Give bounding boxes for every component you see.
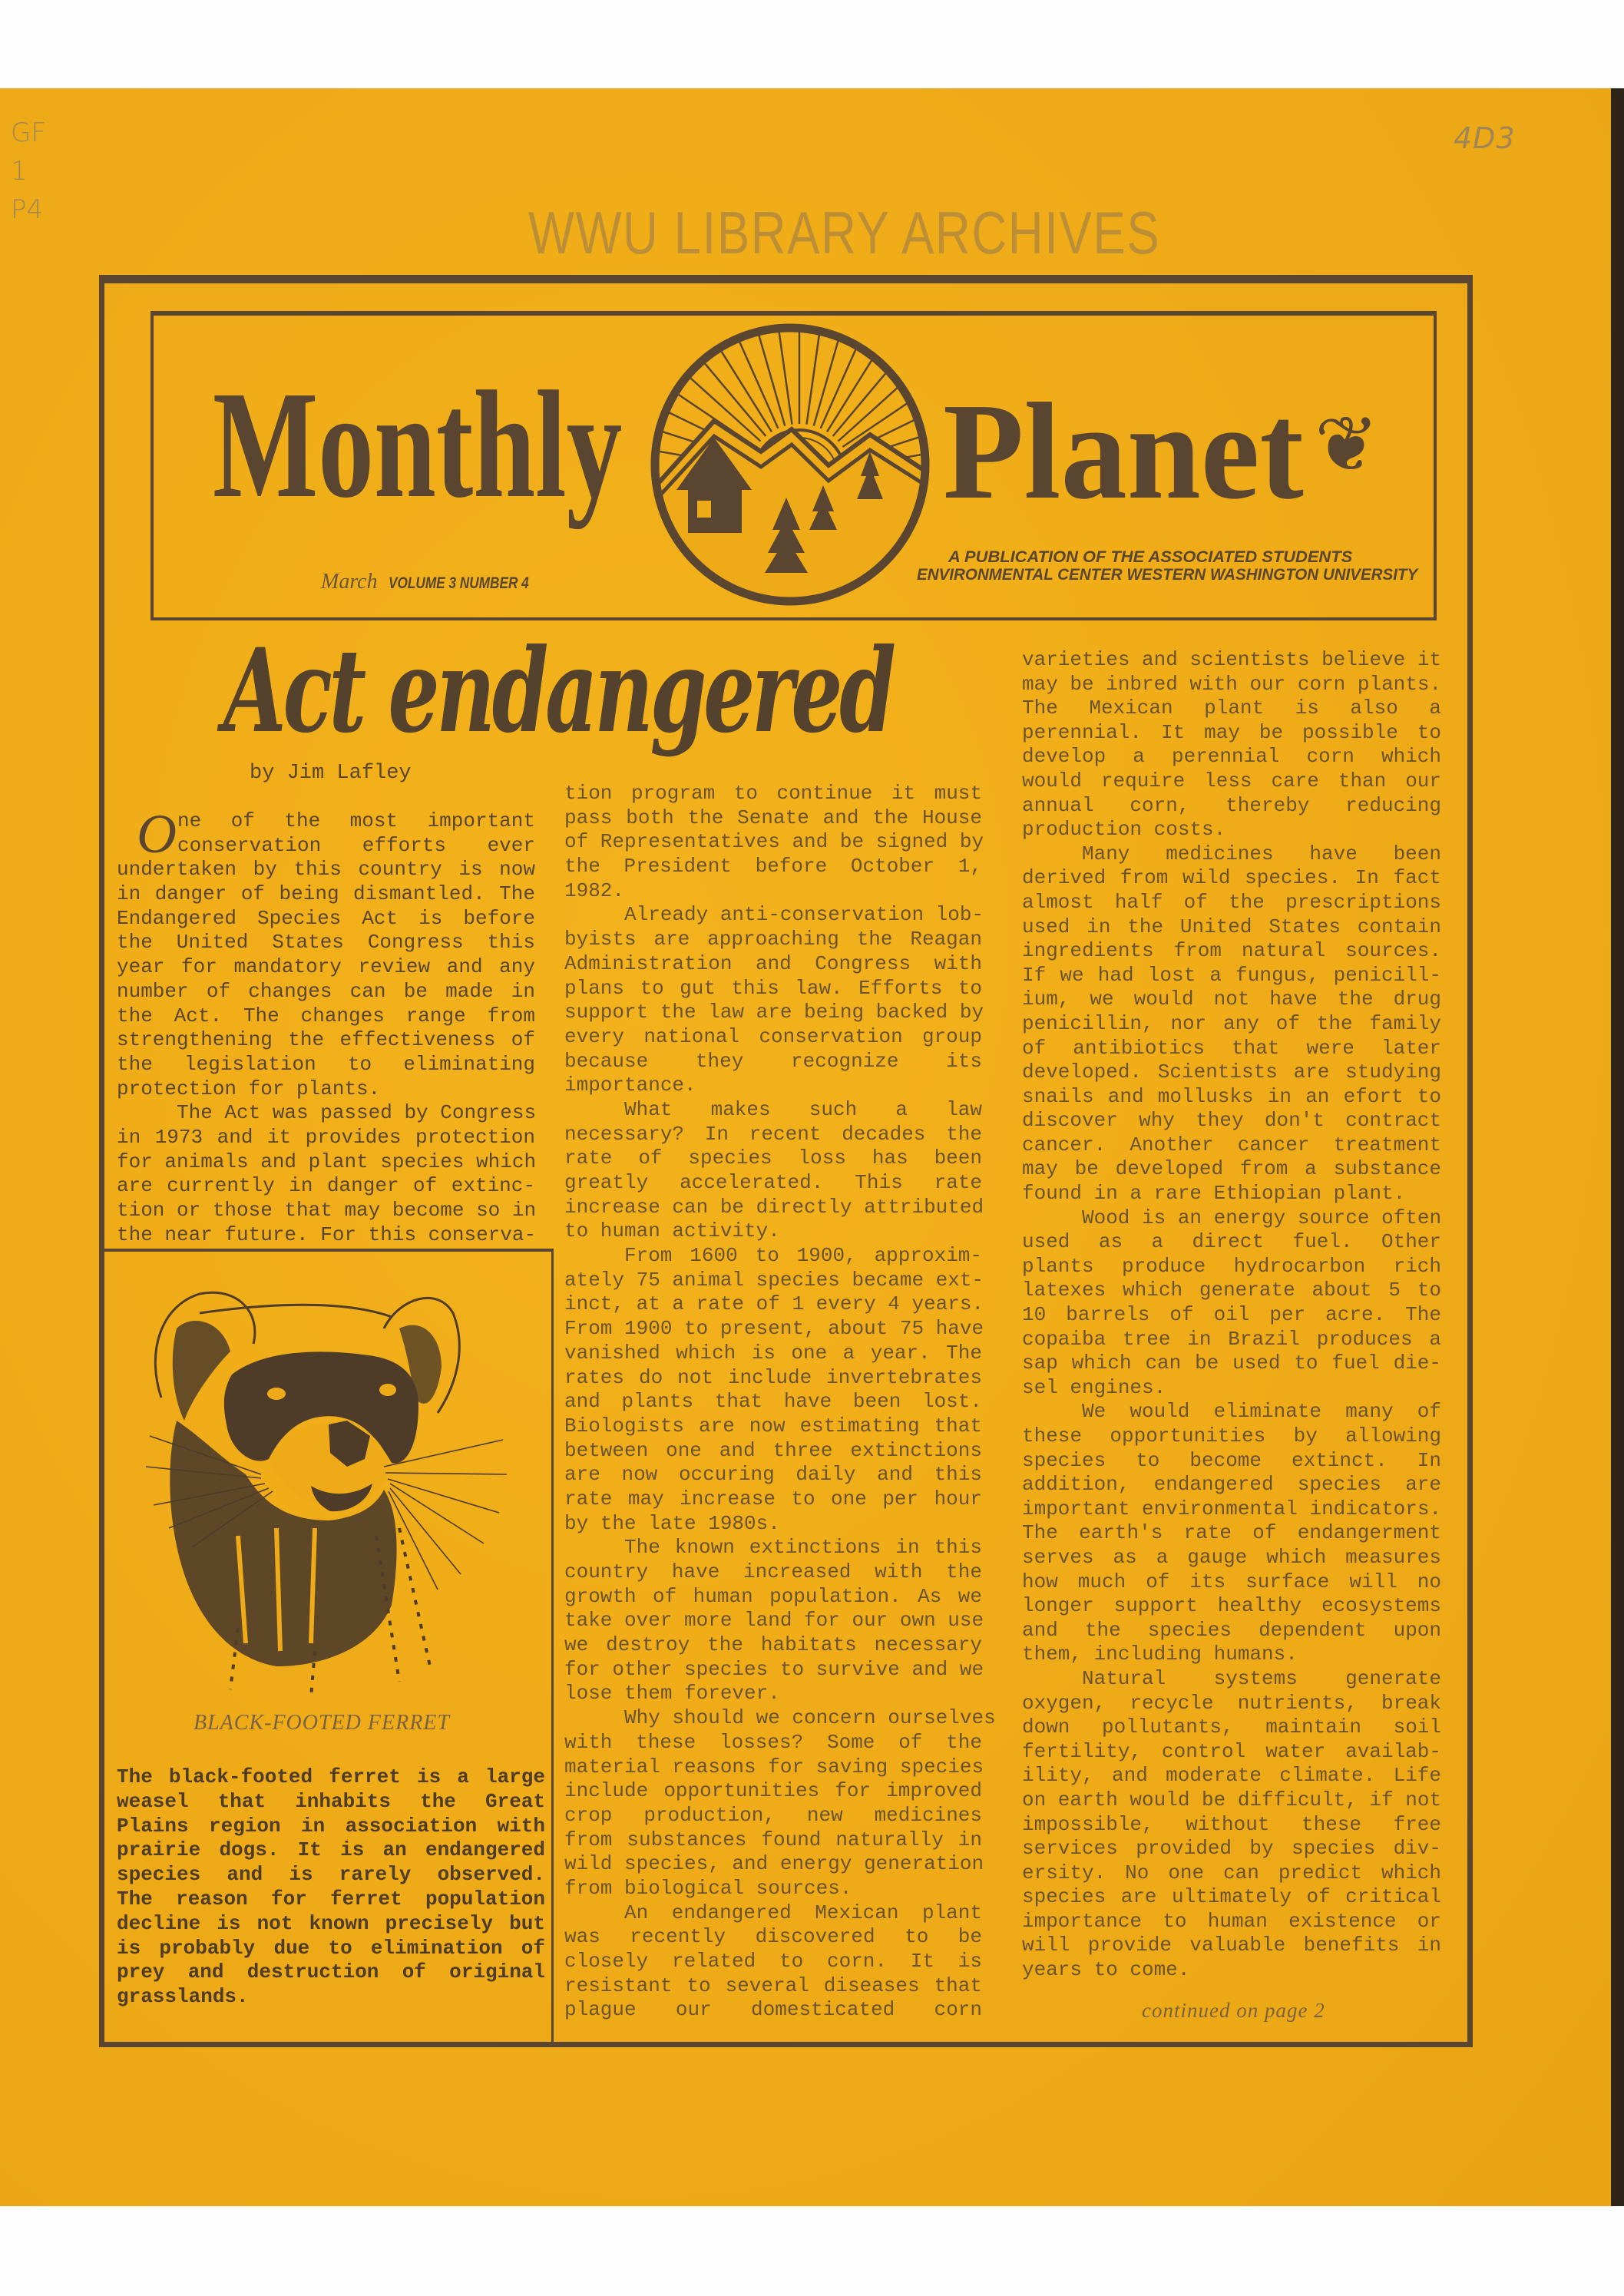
article-text-line: of Representatives and be signed by — [564, 830, 984, 854]
publisher-line-2: ENVIRONMENTAL CENTER WESTERN WASHINGTON UNIVERSITY — [917, 566, 1418, 584]
article-text-line: species to become extinct. In — [1022, 1448, 1441, 1472]
article-text-line: used as a direct fuel. Other — [1022, 1230, 1441, 1254]
article-text-line: from biological sources. — [564, 1876, 852, 1900]
article-text-line: ility, and moderate climate. Life — [1022, 1764, 1441, 1788]
article-headline: Act endangered — [223, 624, 893, 759]
issue-month: March — [321, 570, 378, 594]
article-text-line: ne of the most important — [177, 809, 535, 832]
sidebar-text-line: species and is rarely observed. — [117, 1863, 545, 1887]
article-text-line: undertaken by this country is now — [117, 858, 535, 882]
article-text-line: necessary? In recent decades the — [564, 1122, 982, 1146]
article-column-3 — [1022, 648, 1441, 1983]
article-text-line: rates do not include invertebrates — [564, 1365, 982, 1389]
article-text-line: services provided by species div- — [1022, 1837, 1441, 1861]
article-text-line: pass both the Senate and the House — [564, 806, 982, 829]
continued-note: continued on page 2 — [1142, 1999, 1325, 2022]
article-text-line: the legislation to eliminating — [117, 1052, 535, 1076]
whisker — [388, 1479, 499, 1513]
article-text-line: What makes such a law — [624, 1097, 982, 1121]
article-text-line: may be inbred with our corn plants. — [1022, 672, 1442, 696]
article-text-line: latexes which generate about 5 to — [1022, 1279, 1441, 1302]
article-text-line: Endangered Species Act is before — [117, 906, 535, 930]
article-text-line: and the species dependent upon — [1022, 1618, 1441, 1642]
masthead-title-planet: Planet — [943, 375, 1304, 528]
article-text-line: the President before October 1, — [564, 855, 982, 878]
article-text-line: From 1900 to present, about 75 have — [564, 1317, 984, 1341]
sidebar-text-line: weasel that inhabits the Great — [117, 1789, 545, 1813]
article-text-line: Wood is an energy source often — [1082, 1206, 1442, 1229]
article-text-line: wild species, and energy generation — [564, 1852, 984, 1876]
article-byline: by Jim Lafley — [250, 762, 412, 785]
article-text-line: between one and three extinctions — [564, 1438, 982, 1462]
article-text-line: the United States Congress this — [117, 931, 535, 954]
article-text-line: and plants that have been lost. — [564, 1390, 982, 1414]
sidebar-text-line: prey and destruction of original — [117, 1960, 545, 1984]
article-text-line: importance. — [564, 1074, 696, 1097]
article-text-line: with these losses? Some of the — [564, 1730, 982, 1754]
article-text-line: The Act was passed by Congress — [177, 1101, 537, 1125]
article-text-line: serves as a gauge which measures — [1022, 1545, 1441, 1569]
article-text-line: species are ultimately of critical — [1022, 1885, 1441, 1909]
article-text-line: rate may increase to one per hour — [564, 1487, 982, 1510]
article-text-line: If we had lost a fungus, penicill- — [1022, 963, 1441, 987]
article-text-line: years to come. — [1022, 1958, 1190, 1982]
article-text-line: growth of human population. As we — [564, 1584, 982, 1608]
article-text-line: them, including humans. — [1022, 1643, 1298, 1666]
mountain-sun-logo-icon — [650, 323, 931, 607]
article-text-line: plans to gut this law. Efforts to — [564, 976, 982, 1000]
handwritten-item-number: 4D3 — [1454, 121, 1516, 155]
article-text-line: increase can be directly attributed — [564, 1195, 984, 1219]
issue-info — [321, 570, 559, 594]
article-text-line: tion program to continue it must — [564, 782, 982, 805]
article-text-line: production costs. — [1022, 818, 1226, 842]
article-text-line: in danger of being dismantled. The — [117, 882, 535, 906]
article-text-line: was recently discovered to be — [564, 1925, 982, 1949]
article-text-line: Biologists are now estimating that — [564, 1414, 982, 1437]
article-text-line: almost half of the prescriptions — [1022, 890, 1441, 914]
article-text-line: From 1600 to 1900, approxim- — [624, 1244, 982, 1268]
article-text-line: longer support healthy ecosystems — [1022, 1594, 1441, 1618]
sun-ray — [806, 323, 827, 425]
article-text-line: how much of its surface will no — [1022, 1570, 1441, 1593]
article-text-line: take over more land for our own use — [564, 1609, 984, 1633]
article-text-line: develop a perennial corn which — [1022, 745, 1441, 769]
article-text-line: number of changes can be made in — [117, 979, 535, 1003]
sidebar-text-line: The reason for ferret population — [117, 1887, 545, 1911]
sun-ray — [772, 323, 792, 425]
article-text-line: ingredients from natural sources. — [1022, 939, 1441, 963]
whisker — [385, 1473, 507, 1474]
article-column-1 — [117, 803, 537, 1247]
article-text-line: plague our domesticated corn — [564, 1998, 982, 2022]
article-text-line: varieties and scientists believe it — [1022, 648, 1442, 671]
article-text-line: are now occuring daily and this — [564, 1463, 982, 1487]
article-text-line: of antibiotics that were later — [1022, 1036, 1441, 1060]
issue-volume: VOLUME 3 NUMBER 4 — [388, 574, 529, 592]
sidebar-text-line: grasslands. — [117, 1985, 249, 2009]
sidebar-text-line: The black-footed ferret is a large — [117, 1765, 545, 1788]
handwritten-call-number — [11, 114, 57, 229]
article-text-line: fertility, control water availab- — [1022, 1739, 1441, 1763]
article-text-line: we destroy the habitats necessary — [564, 1633, 982, 1657]
archive-stamp: WWU LIBRARY ARCHIVES — [528, 199, 1161, 266]
article-text-line: sel engines. — [1022, 1375, 1166, 1399]
call-number-line: 1 — [11, 156, 28, 187]
article-text-line: would require less care than our — [1022, 769, 1441, 792]
article-text-line: derived from wild species. In fact — [1022, 866, 1441, 890]
article-text-line: plants produce hydrocarbon rich — [1022, 1254, 1441, 1278]
article-text-line: crop production, new medicines — [564, 1803, 982, 1827]
article-text-line: resistant to several diseases that — [564, 1973, 982, 1997]
article-text-line: closely related to corn. It is — [564, 1950, 982, 1973]
article-text-line: addition, endangered species are — [1022, 1473, 1441, 1497]
article-text-line: country have increased with the — [564, 1560, 982, 1583]
article-text-line: the Act. The changes range from — [117, 1004, 535, 1027]
article-text-line: the near future. For this conserva- — [117, 1222, 537, 1246]
article-text-line: impossible, without these free — [1022, 1812, 1441, 1836]
article-text-line: will provide valuable benefits in — [1022, 1934, 1441, 1957]
sidebar-text-line: prairie dogs. It is an endangered — [117, 1838, 545, 1862]
article-text-line: lose them forever. — [564, 1682, 780, 1705]
article-text-line: byists are approaching the Reagan — [564, 928, 982, 951]
article-text-line: We would eliminate many of — [1082, 1400, 1441, 1424]
sidebar-text-line: Plains region in association with — [117, 1814, 545, 1838]
article-text-line: every national conservation group — [564, 1024, 982, 1048]
article-text-line: important environmental indicators. — [1022, 1497, 1442, 1520]
article-text-line: sap which can be used to fuel die- — [1022, 1351, 1441, 1375]
article-text-line: material reasons for saving species — [564, 1755, 984, 1778]
whisker — [390, 1484, 484, 1543]
article-text-line: An endangered Mexican plant — [624, 1901, 982, 1924]
article-text-line: found in a rare Ethiopian plant. — [1022, 1182, 1406, 1206]
article-text-line: from substances found naturally in — [564, 1828, 982, 1851]
article-text-line: year for mandatory review and any — [117, 955, 535, 979]
article-text-line: Administration and Congress with — [564, 951, 982, 975]
article-text-line: on earth would be difficult, if not — [1022, 1788, 1442, 1811]
article-text-line: used in the United States contain — [1022, 915, 1441, 938]
article-text-line: penicillin, nor any of the family — [1022, 1011, 1441, 1035]
article-text-line: to human activity. — [564, 1219, 780, 1243]
publisher-line-1: A PUBLICATION OF THE ASSOCIATED STUDENTS — [948, 548, 1353, 566]
article-text-line: for animals and plant species which — [117, 1150, 537, 1173]
article-text-line: copaiba tree in Brazil produces a — [1022, 1327, 1441, 1351]
article-text-line: 1982. — [564, 878, 625, 902]
article-text-line: vanished which is one a year. The — [564, 1341, 982, 1365]
drop-cap: O — [137, 803, 177, 865]
article-text-line: Already anti-conservation lob- — [624, 903, 984, 927]
article-text-line: ersity. No one can predict which — [1022, 1861, 1441, 1884]
article-text-line: rate of species loss has been — [564, 1146, 982, 1170]
article-text-line: down pollutants, maintain soil — [1022, 1715, 1441, 1739]
article-text-line: by the late 1980s. — [564, 1511, 780, 1535]
article-text-line: Many medicines have been — [1082, 842, 1441, 865]
article-text-line: developed. Scientists are studying — [1022, 1060, 1441, 1084]
article-text-line: annual corn, thereby reducing — [1022, 793, 1441, 817]
article-text-line: discover why they don't contract — [1022, 1109, 1441, 1133]
article-text-line: cancer. Another cancer treatment — [1022, 1133, 1441, 1156]
article-text-line: conservation efforts ever — [177, 833, 535, 857]
article-text-line: importance to human existence or — [1022, 1909, 1441, 1933]
article-text-line: The Mexican plant is also a — [1022, 696, 1441, 720]
illustration-caption: BLACK-FOOTED FERRET — [193, 1711, 450, 1735]
call-number-line: P4 — [11, 194, 44, 225]
article-text-line: ium, we would not have the drug — [1022, 988, 1441, 1011]
article-text-line: Why should we concern ourselves — [624, 1706, 996, 1730]
article-text-line: perennial. It may be possible to — [1022, 720, 1441, 744]
article-text-line: include opportunities for improved — [564, 1779, 982, 1803]
article-text-line: because they recognize its — [564, 1049, 982, 1073]
article-column-2 — [564, 782, 996, 2023]
article-text-line: ately 75 animal species became ext- — [564, 1268, 984, 1292]
sidebar-text-line: is probably due to elimination of — [117, 1936, 545, 1960]
article-text-line: 10 barrels of oil per acre. The — [1022, 1303, 1441, 1327]
article-text-line: for other species to survive and we — [564, 1657, 984, 1681]
call-number-line: GF — [11, 117, 46, 148]
article-text-line: inct, at a rate of 1 every 4 years. — [564, 1292, 984, 1316]
article-text-line: greatly accelerated. This rate — [564, 1171, 982, 1194]
article-text-line: in 1973 and it provides protection — [117, 1125, 535, 1149]
scan-edge — [1611, 88, 1624, 2206]
article-text-line: oxygen, recycle nutrients, break — [1022, 1691, 1441, 1715]
article-text-line: protection for plants. — [117, 1077, 381, 1100]
article-text-line: these opportunities by allowing — [1022, 1424, 1441, 1447]
sidebar-text — [117, 1765, 545, 2010]
article-text-line: snails and mollusks in an efort to — [1022, 1084, 1441, 1108]
ferret-illustration — [146, 1282, 507, 1697]
article-text-line: may be developed from a substance — [1022, 1157, 1441, 1181]
masthead-title-monthly: Monthly — [213, 360, 623, 530]
article-text-line: strengthening the effectiveness of — [117, 1028, 535, 1052]
article-text-line: Natural systems generate — [1082, 1666, 1441, 1690]
leaf-ornament-icon: ❦ — [1315, 399, 1379, 489]
article-text-line: are currently in danger of extinc- — [117, 1174, 535, 1198]
article-text-line: tion or those that may become so in — [117, 1199, 537, 1222]
article-text-line: support the law are being backed by — [564, 1001, 984, 1024]
article-text-line: The known extinctions in this — [624, 1536, 982, 1560]
sidebar-text-line: decline is not known precisely but — [117, 1911, 545, 1935]
article-text-line: The earth's rate of endangerment — [1022, 1521, 1441, 1545]
